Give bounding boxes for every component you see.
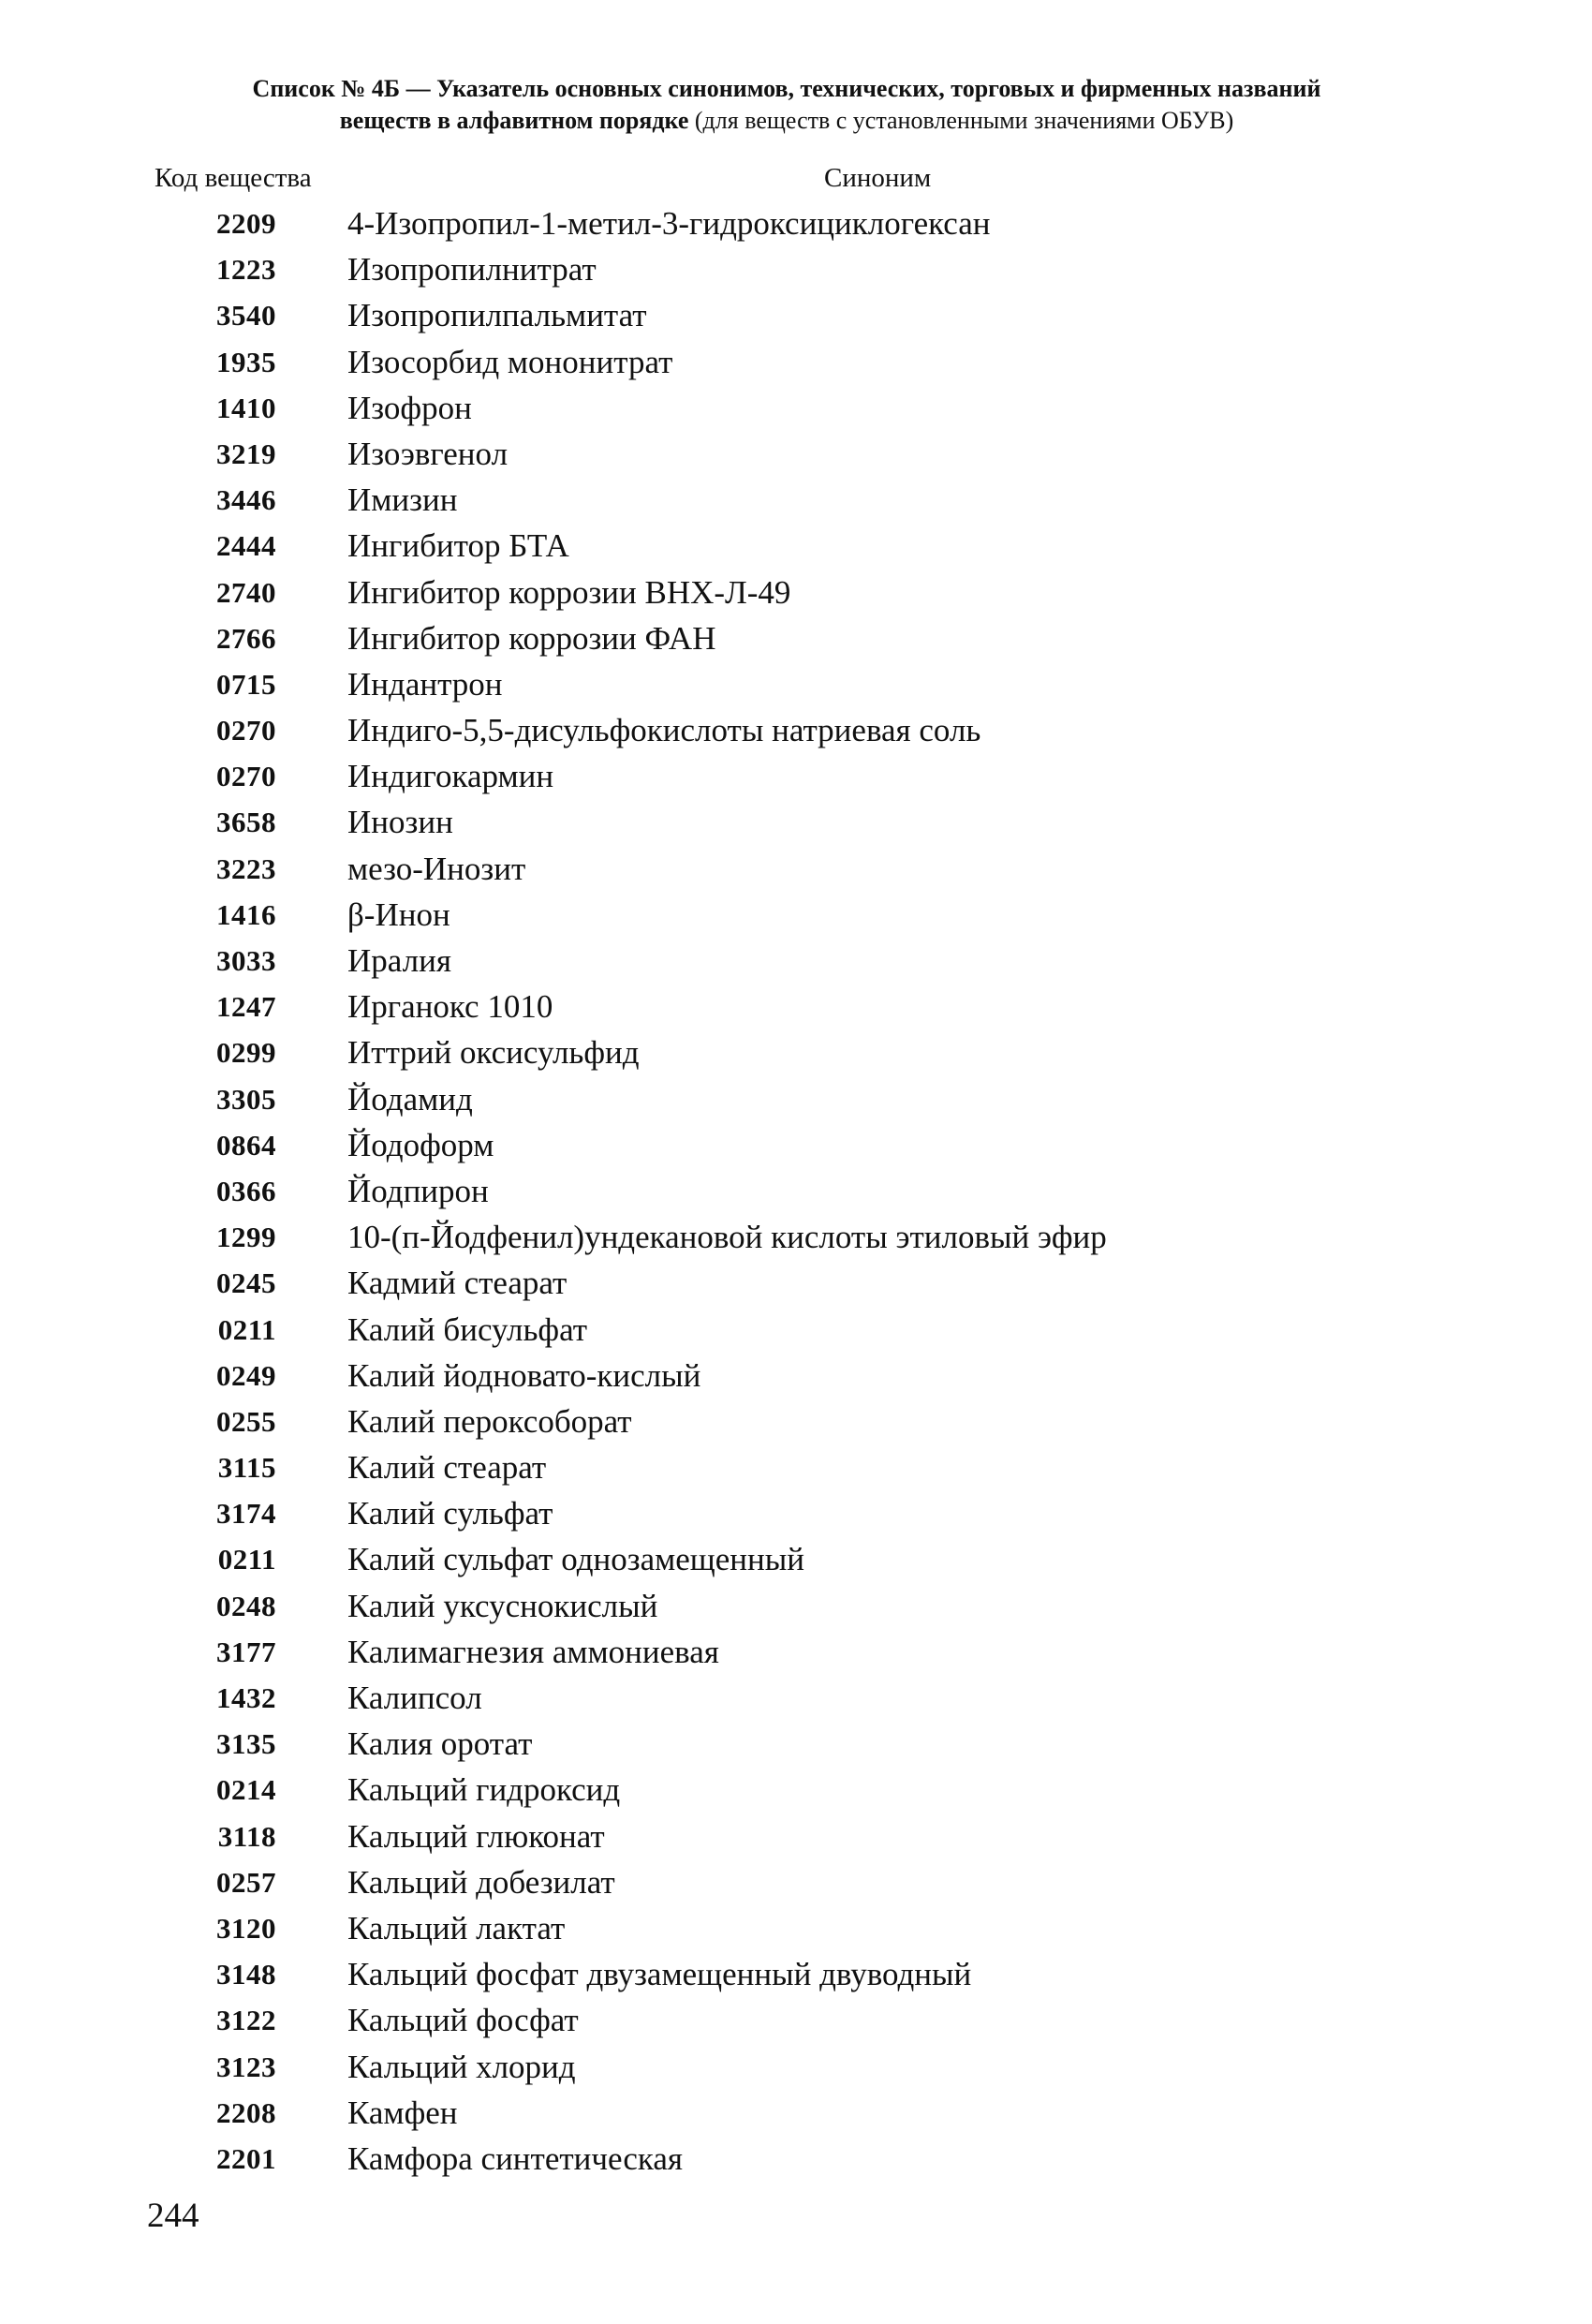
substance-code: 3122 [216, 2004, 276, 2037]
table-row [0, 572, 1592, 618]
table-row [0, 1263, 1592, 1309]
synonym-name: Изоэвгенол [347, 435, 509, 472]
synonym-name: Ирганокс 1010 [347, 988, 553, 1026]
table-row [0, 1539, 1592, 1585]
table-row [0, 1678, 1592, 1724]
synonym-name: Изофрон [347, 389, 472, 426]
table-row [0, 388, 1592, 434]
table-row [0, 1862, 1592, 1908]
column-header-synonym: Синоним [824, 163, 932, 193]
synonym-name: Калий сульфат однозамещенный [347, 1541, 804, 1578]
table-row [0, 1769, 1592, 1815]
substance-code: 2209 [216, 207, 276, 240]
synonym-name: мезо-Инозит [347, 850, 526, 887]
synonym-table [0, 203, 1592, 2184]
table-row [0, 1724, 1592, 1769]
column-header-code: Код вещества [155, 163, 312, 193]
synonym-name: Кальций добезилат [347, 1863, 615, 1901]
substance-code: 0715 [216, 667, 276, 701]
table-row [0, 1310, 1592, 1355]
synonym-name: Калий сульфат [347, 1495, 553, 1532]
synonym-name: Камфен [347, 2094, 458, 2131]
substance-code: 2208 [216, 2095, 276, 2129]
table-row [0, 756, 1592, 802]
substance-code: 0257 [216, 1865, 276, 1899]
synonym-name: Калимагнезия аммониевая [347, 1633, 719, 1670]
substance-code: 3118 [217, 1819, 276, 1853]
table-row [0, 1401, 1592, 1447]
synonym-name: Калий уксуснокислый [347, 1587, 658, 1624]
synonym-name: Камфора синтетическая [347, 2139, 684, 2177]
synonym-name: Ингибитор БТА [347, 527, 569, 565]
synonym-name: β-Инон [347, 896, 450, 933]
table-row [0, 295, 1592, 341]
substance-code: 0248 [216, 1589, 276, 1622]
table-row [0, 249, 1592, 295]
table-row [0, 664, 1592, 710]
substance-code: 3123 [216, 2050, 276, 2083]
substance-code: 3219 [216, 437, 276, 470]
synonym-name: Ингибитор коррозии ФАН [347, 619, 716, 657]
substance-code: 2766 [216, 621, 276, 655]
substance-code: 3174 [216, 1497, 276, 1531]
table-row [0, 940, 1592, 986]
substance-code: 1223 [216, 253, 276, 287]
synonym-name: Иралия [347, 942, 451, 979]
substance-code: 2201 [216, 2141, 276, 2175]
table-row [0, 1217, 1592, 1263]
page-number: 244 [147, 2197, 199, 2235]
table-row [0, 1954, 1592, 2000]
substance-code: 1416 [216, 897, 276, 931]
synonym-name: Кальций фосфат [347, 2002, 579, 2039]
substance-code: 3115 [217, 1451, 276, 1485]
substance-code: 0366 [216, 1174, 276, 1207]
synonym-name: Йодоформ [347, 1126, 494, 1163]
synonym-name: Йодамид [347, 1080, 473, 1118]
substance-code: 0270 [216, 714, 276, 748]
synonym-name: Кальций лактат [347, 1909, 566, 1947]
substance-code: 1410 [216, 391, 276, 424]
substance-code: 3305 [216, 1082, 276, 1116]
substance-code: 0211 [217, 1312, 276, 1346]
synonym-name: Ингибитор коррозии ВНХ-Л-49 [347, 573, 791, 611]
page-title [140, 73, 1433, 137]
substance-code: 3033 [216, 944, 276, 977]
synonym-name: Индигокармин [347, 758, 554, 795]
synonym-name: Кальций хлорид [347, 2048, 576, 2085]
table-row [0, 1493, 1592, 1539]
substance-code: 3177 [216, 1635, 276, 1668]
synonym-name: Изосорбид мононитрат [347, 343, 673, 380]
table-row [0, 342, 1592, 388]
table-row [0, 1908, 1592, 1954]
table-row [0, 618, 1592, 664]
table-row [0, 434, 1592, 480]
synonym-name: Имизин [347, 481, 458, 519]
substance-code: 3540 [216, 299, 276, 333]
substance-code: 0299 [216, 1036, 276, 1070]
table-row [0, 986, 1592, 1032]
table-row [0, 895, 1592, 940]
synonym-name: 4-Изопропил-1-метил-3-гидроксициклогексан [347, 205, 991, 242]
substance-code: 0245 [216, 1266, 276, 1300]
substance-code: 1935 [216, 345, 276, 378]
table-row [0, 1125, 1592, 1171]
table-row [0, 525, 1592, 571]
substance-code: 3446 [216, 483, 276, 517]
table-row [0, 2139, 1592, 2184]
substance-code: 0270 [216, 760, 276, 793]
table-row [0, 849, 1592, 895]
substance-code: 3120 [216, 1911, 276, 1945]
synonym-name: Кадмий стеарат [347, 1265, 568, 1302]
substance-code: 3148 [216, 1958, 276, 1991]
title-line-1: Список № 4Б — Указатель основных синонимов, технических, торговых и фирменных названий [252, 75, 1321, 102]
synonym-name: Инозин [347, 804, 453, 841]
title-line-2-normal: (для веществ с установленными значениями ОБУВ) [688, 107, 1234, 134]
synonym-name: Калия оротат [347, 1725, 533, 1763]
synonym-name: Кальций глюконат [347, 1817, 605, 1855]
table-row [0, 2000, 1592, 2046]
table-row [0, 1816, 1592, 1862]
table-row [0, 1079, 1592, 1125]
substance-code: 3135 [216, 1727, 276, 1761]
title-line-2 [140, 105, 1433, 137]
table-row [0, 203, 1592, 249]
synonym-name: Кальций гидроксид [347, 1771, 621, 1809]
table-row [0, 1171, 1592, 1217]
substance-code: 2740 [216, 575, 276, 609]
substance-code: 0211 [217, 1543, 276, 1576]
table-row [0, 2093, 1592, 2139]
synonym-name: Индантрон [347, 665, 503, 703]
substance-code: 1247 [216, 990, 276, 1024]
substance-code: 1432 [216, 1681, 276, 1714]
synonym-name: Индиго-5,5-дисульфокислоты натриевая соль [347, 712, 981, 749]
table-row [0, 2047, 1592, 2093]
substance-code: 0255 [216, 1404, 276, 1438]
substance-code: 1299 [216, 1221, 276, 1254]
table-row [0, 1447, 1592, 1493]
synonym-name: Калий стеарат [347, 1449, 547, 1487]
synonym-name: Калий бисульфат [347, 1310, 588, 1348]
synonym-name: Йодпирон [347, 1172, 489, 1209]
synonym-name: Изопропилнитрат [347, 251, 597, 289]
substance-code: 0249 [216, 1358, 276, 1392]
substance-code: 0864 [216, 1128, 276, 1162]
synonym-name: Калипсол [347, 1680, 482, 1716]
synonym-name: Кальций фосфат двузамещенный двуводный [347, 1956, 972, 1993]
title-line-2-bold: веществ в алфавитном порядке [339, 107, 689, 134]
table-row [0, 1355, 1592, 1401]
substance-code: 0214 [216, 1773, 276, 1807]
table-row [0, 1632, 1592, 1678]
synonym-name: Иттрий оксисульфид [347, 1034, 640, 1072]
synonym-name: 10-(п-Йодфенил)ундекановой кислоты этиловый эфир [347, 1219, 1107, 1256]
substance-code: 3223 [216, 851, 276, 885]
column-headers [0, 163, 1592, 197]
table-row [0, 802, 1592, 848]
substance-code: 2444 [216, 529, 276, 563]
substance-code: 3658 [216, 806, 276, 839]
table-row [0, 1586, 1592, 1632]
table-row [0, 710, 1592, 756]
synonym-name: Изопропилпальмитат [347, 297, 647, 334]
synonym-name: Калий йодновато-кислый [347, 1356, 701, 1394]
table-row [0, 1032, 1592, 1078]
synonym-name: Калий пероксоборат [347, 1402, 632, 1440]
table-row [0, 480, 1592, 525]
